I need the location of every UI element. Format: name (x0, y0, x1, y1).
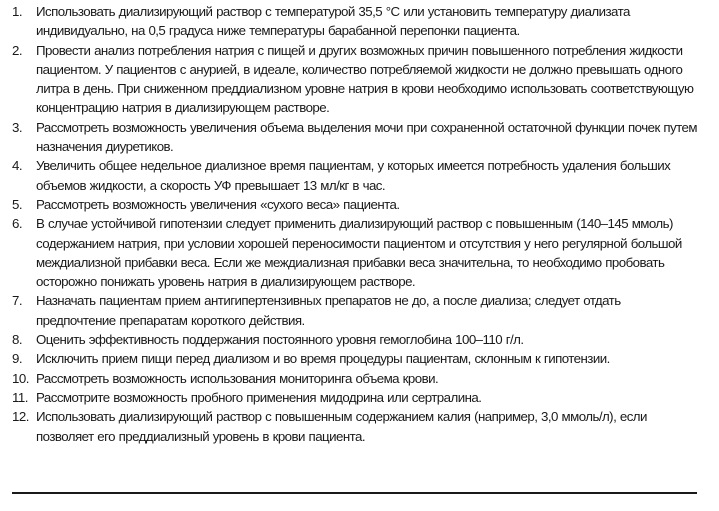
list-item-text: Использовать диализирующий раствор с повышенным содержанием калия (например, 3,0 ммоль/л), если позволяет его преддиализный уровень в крови пациента. (36, 409, 647, 444)
list-item-text: Рассмотрите возможность пробного применения мидодрина или сертралина. (36, 389, 482, 405)
list-item-number: 11. (12, 389, 28, 405)
list-item (12, 41, 703, 118)
list-item-text: Оценить эффективность поддержания постоянного уровня гемоглобина 100–110 г/л. (36, 332, 524, 348)
list-item (12, 118, 703, 157)
list-item (12, 156, 703, 195)
list-item (12, 330, 703, 349)
list-item-text: Провести анализ потребления натрия с пищей и других возможных причин повышенного потребления жидкости пациентом. У пациентов с анурией, в идеале, количество потребляемой жидкости не должно превышать одного литра в день. При сниженном преддиализном уровне натрия в крови необходимо использовать соответствующую концентрацию натрия в диализирующем растворе. (36, 42, 694, 116)
list-item-number: 5. (12, 196, 22, 212)
list-item-number: 7. (12, 293, 22, 309)
list-item-text: Рассмотреть возможность увеличения объема выделения мочи при сохраненной остаточной функции почек путем назначения диуретиков. (36, 119, 697, 155)
list-item (12, 291, 703, 330)
list-item-number: 8. (12, 332, 22, 348)
list-item-number: 6. (12, 216, 22, 232)
bottom-divider (12, 492, 697, 494)
list-item-text: Исключить прием пищи перед диализом и во время процедуры пациентам, склонным к гипотензии. (36, 351, 610, 367)
list-item (12, 407, 703, 446)
list-item (12, 369, 703, 388)
list-item (12, 2, 703, 41)
list-item (12, 195, 703, 214)
list-item-number: 2. (12, 42, 22, 58)
list-item (12, 388, 703, 407)
recommendations-list (12, 2, 703, 446)
list-item-text: Использовать диализирующий раствор с температурой 35,5 °С или установить температуру диализата индивидуально, на 0,5 градуса ниже температуры барабанной перепонки пациента. (36, 4, 630, 39)
list-item-number: 10. (12, 370, 29, 386)
list-item-number: 1. (12, 4, 22, 19)
list-item (12, 349, 703, 368)
list-item-text: Рассмотреть возможность увеличения «сухого веса» пациента. (36, 196, 400, 212)
list-item-text: В случае устойчивой гипотензии следует применить диализирующий раствор с повышенным (140–145 ммоль) содержанием натрия, при условии хорошей переносимости пациентом и отсутствия у него регулярной большой междиализной прибавки веса. Если же междиализная прибавки веса значительна, то необходимо пробовать осторожно понижать уровень натрия в диализирующем растворе. (36, 216, 682, 290)
list-item (12, 214, 703, 291)
list-item-text: Назначать пациентам прием антигипертензивных препаратов не до, а после диализа; следует отдать предпочтение препаратам короткого действия. (36, 293, 621, 328)
list-item-number: 12. (12, 409, 29, 425)
list-item-number: 9. (12, 351, 22, 367)
list-item-text: Увеличить общее недельное диализное время пациентам, у которых имеется потребность удаления больших объемов жидкости, а скорость УФ превышает 13 мл/кг в час. (36, 158, 671, 193)
list-item-number: 3. (12, 119, 22, 135)
list-item-number: 4. (12, 158, 22, 174)
list-item-text: Рассмотреть возможность использования мониторинга объема крови. (36, 370, 439, 386)
